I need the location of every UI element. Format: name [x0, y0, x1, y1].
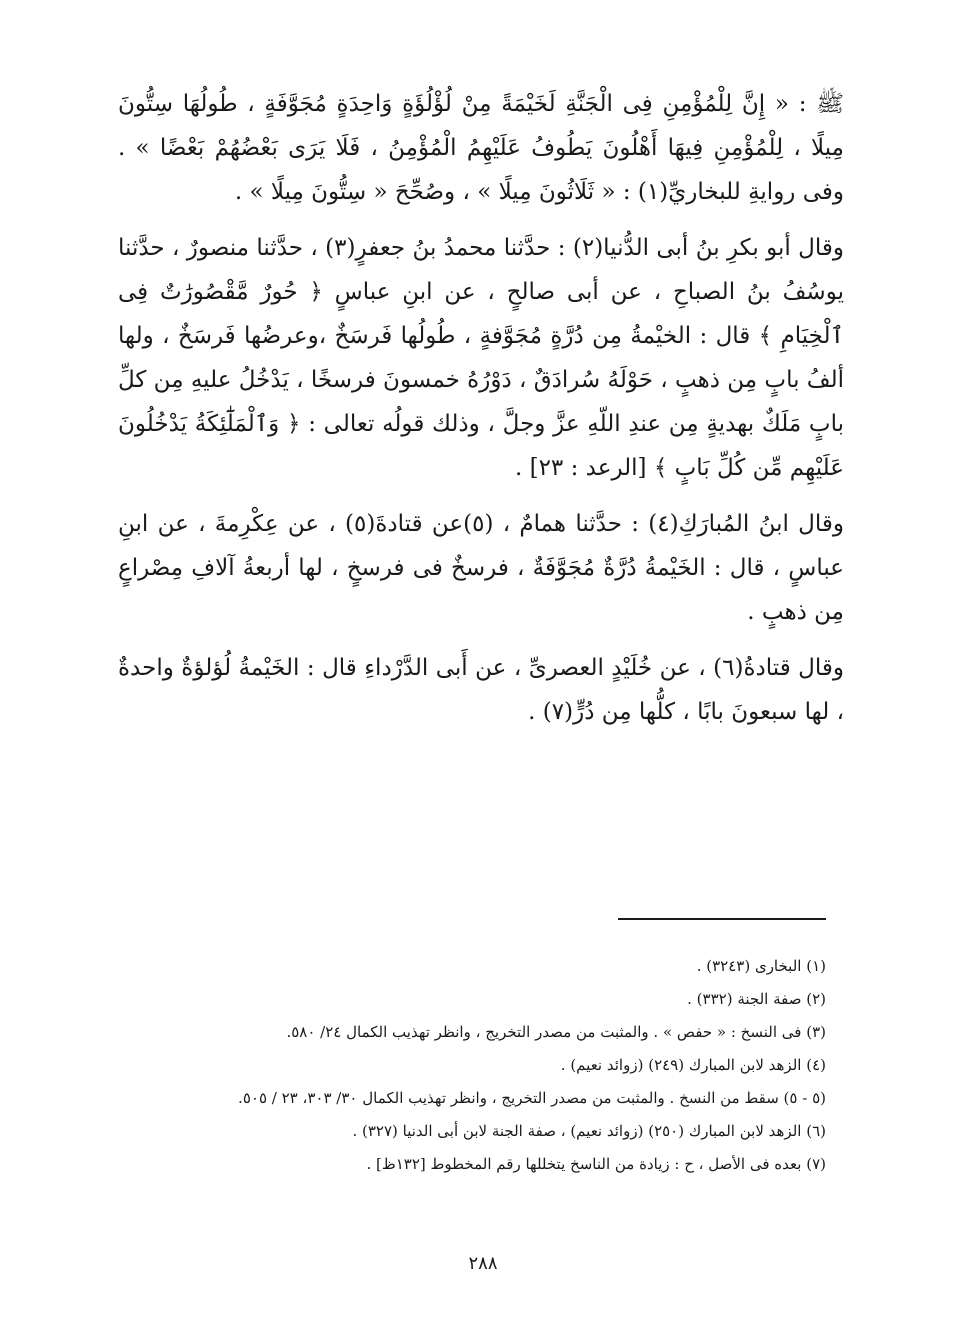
main-text	[118, 82, 844, 746]
page-number: ٢٨٨	[468, 1253, 498, 1274]
paragraph-ibn-mubarak: وقال ابنُ المُبارَكِ(٤) : حدَّثنا همامٌ ، (٥)عن قتادةَ(٥) ، عن عِكْرِمةَ ، عن ابنِ عباسٍ ، قال : الخَيْمةُ دُرَّةٌ مُجَوَّفَةٌ ، فرسخٌ فى فرسخٍ ، لها أربعةُ آلافِ مِصْراعٍ مِن ذهبٍ .	[118, 511, 844, 625]
paragraph-hadith: ﷺ : « إِنَّ لِلْمُؤْمِنِ فِى الْجَنَّةِ لَخَيْمَةً مِنْ لُؤْلُؤَةٍ وَاحِدَةٍ مُجَوَّفَةٍ ، طُولُهَا سِتُّونَ مِيلًا ، لِلْمُؤْمِنِ فِيهَا أَهْلُونَ يَطُوفُ عَلَيْهِمُ الْمُؤْمِنُ ، فَلَا يَرَى بَعْضُهُمْ بَعْضًا » . وفى روايةِ للبخاريِّ(١) : « ثَلَاثُونَ مِيلًا » ، وصُحِّحَ « سِتُّونَ مِيلًا » .	[118, 91, 844, 205]
footnote-1: (١) البخارى (٣٢٤٣) .	[696, 957, 826, 975]
footnote-3: (٣) فى النسخ : « حفص » . والمثبت من مصدر التخريج ، وانظر تهذيب الكمال ٢٤/ ٥٨٠.	[286, 1023, 826, 1041]
footnote-separator	[618, 918, 826, 920]
footnote-4: (٤) الزهد لابن المبارك (٢٤٩) (زوائد نعيم) .	[560, 1056, 826, 1074]
footnotes-list	[118, 950, 826, 1181]
footnote-2: (٢) صفة الجنة (٣٣٢) .	[687, 990, 826, 1008]
footnote-6: (٦) الزهد لابن المبارك (٢٥٠) (زوائد نعيم) ، صفة الجنة لابن أبى الدنيا (٣٢٧) .	[352, 1122, 826, 1140]
footnote-5: (٥ - ٥) سقط من النسخ . والمثبت من مصدر التخريج ، وانظر تهذيب الكمال ٣٠/ ٣٠٣، ٢٣ / ٥٠٥.	[238, 1089, 826, 1107]
paragraph-ibn-abi-dunya: وقال أبو بكرِ بنُ أبى الدُّنيا(٢) : حدَّثنا محمدُ بنُ جعفرٍ(٣) ، حدَّثنا منصورٌ ، حدَّثنا يوسُفُ بنُ الصباحِ ، عن أبى صالحٍ ، عن ابنِ عباسٍ ﴿ حُورٌ مَّقْصُورَٰتٌ فِى ٱلْخِيَامِ ﴾ قال : الخيْمةُ مِن دُرَّةٍ مُجَوَّفةٍ ، طُولُها فَرسَخٌ ،وعرضُها فَرسَخٌ ، ولها ألفُ بابٍ مِن ذهبٍ ، حَوْلَهُ سُرادَقٌ ، دَوْرُهُ خمسونَ فرسخًا ، يَدْخُلُ عليهِ مِن كلِّ بابٍ مَلَكٌ بهديةٍ مِن عندِ اللّهِ عزَّ وجلَّ ، وذلك قولُه تعالى : ﴿ وَٱلْمَلَٰٓئِكَةُ يَدْخُلُونَ عَلَيْهِم مِّن كُلِّ بَابٍ ﴾ [الرعد : ٢٣] .	[118, 235, 845, 481]
footnote-7: (٧) بعده فى الأصل ، ح : زيادة من الناسخ يتخللها رقم المخطوط [١٣٢ظ] .	[366, 1155, 826, 1173]
paragraph-qatada: وقال قتادةُ(٦) ، عن خُلَيْدٍ العصرىِّ ، عن أَبى الدَّرْداءِ قال : الخَيْمةُ لُؤلؤةٌ واحدةٌ ، لها سبعونَ بابًا ، كلُّها مِن دُرٍّ(٧) .	[118, 655, 845, 725]
